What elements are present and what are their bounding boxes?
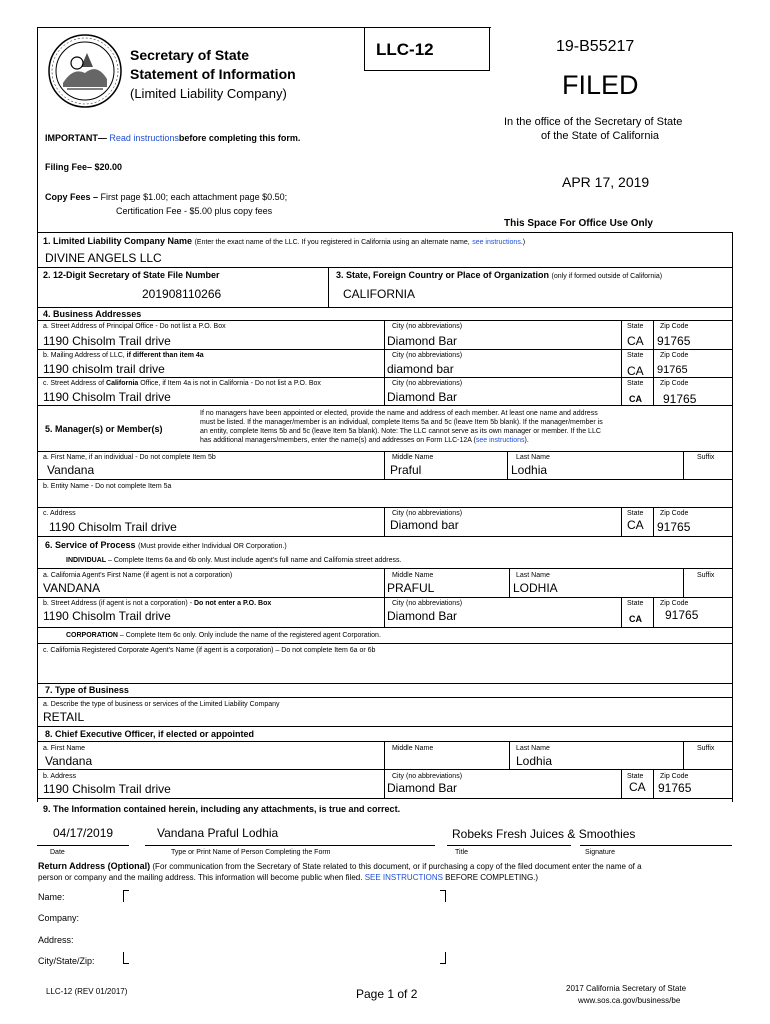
item8a-last-label: Last Name [516, 745, 550, 752]
item8a-label: a. First Name [43, 745, 86, 752]
item6a-suffix-label: Suffix [697, 572, 715, 579]
name-label: Type or Print Name of Person Completing the Form [171, 849, 331, 856]
item4c-city-label: City (no abbreviations) [392, 380, 463, 387]
return-address-label: Address: [38, 935, 74, 945]
item8b-label: b. Address [43, 773, 77, 780]
item5c-state-label: State [627, 510, 644, 517]
item4c-state-label: State [627, 380, 644, 387]
item6a-last-field[interactable]: LODHIA [513, 581, 558, 595]
item3-title: 3. State, Foreign Country or Place of Organization (only if formed outside of California) [336, 270, 663, 280]
item4b-city-label: City (no abbreviations) [392, 352, 463, 359]
item5a-last-label: Last Name [516, 454, 550, 461]
item2-title: 2. 12-Digit Secretary of State File Number [43, 270, 220, 280]
item6b-label: b. Street Address (if agent is not a corporation) - Do not enter a P.O. Box [43, 600, 272, 607]
item5c-zip-field[interactable]: 91765 [657, 520, 691, 534]
item8b-city-label: City (no abbreviations) [392, 773, 463, 780]
item5c-state-field[interactable]: CA [627, 518, 644, 532]
footer-url: www.sos.ca.gov/business/be [578, 996, 681, 1005]
item5a-middle-field[interactable]: Praful [390, 463, 422, 477]
return-see-instructions-link[interactable]: SEE INSTRUCTIONS [364, 873, 443, 882]
item5-instructions: If no managers have been appointed or elected, provide the name and address of each member. At least one name and address must be listed. If the manager/member is an individual, complete Items 5a and 5c (leave Item 5b blank). If the manager/member is an entity, complete Items 5b and 5c (leave Item 5a blank). Note: The LLC cannot serve as its own manager or member. If the LLC has additional managers/members, enter the name(s) and addresses on Form LLC-12A (see instructions). [200, 410, 603, 444]
item5b-label: b. Entity Name - Do not complete Item 5a [43, 483, 172, 490]
item4b-zip-field[interactable]: 91765 [657, 364, 688, 376]
read-instructions-link[interactable]: Read instructions [109, 133, 179, 143]
item6-individual-note: INDIVIDUAL – Complete Items 6a and 6b only. Must include agent's full name and California street address. [66, 557, 402, 564]
llc-name-field[interactable]: DIVINE ANGELS LLC [45, 251, 162, 265]
important-line: IMPORTANT— Read instructionsbefore completing this form. [45, 133, 301, 143]
signature-label: Signature [585, 849, 615, 856]
item5c-zip-label: Zip Code [660, 510, 689, 517]
item4a-zip-label: Zip Code [660, 323, 689, 330]
item5a-suffix-label: Suffix [697, 454, 715, 461]
item8b-state-field[interactable]: CA [629, 780, 646, 794]
item8a-suffix-label: Suffix [697, 745, 715, 752]
item8a-first-field[interactable]: Vandana [45, 754, 93, 768]
item6c-label: c. California Registered Corporate Agent's Name (if agent is a corporation) – Do not complete Item 6a or 6b [43, 647, 376, 654]
item5-title: 5. Manager(s) or Member(s) [45, 424, 163, 434]
item4c-zip-label: Zip Code [660, 380, 689, 387]
item4a-city-label: City (no abbreviations) [392, 323, 463, 330]
item8-title: 8. Chief Executive Officer, if elected or appointed [45, 729, 255, 739]
item4b-street-field[interactable]: 1190 chisolm trail drive [43, 362, 165, 376]
item8a-middle-label: Middle Name [392, 745, 434, 752]
item4b-state-label: State [627, 352, 644, 359]
item4b-state-field[interactable]: CA [627, 364, 644, 378]
office-use-label: This Space For Office Use Only [504, 218, 653, 229]
copy-fees-line2: Certification Fee - $5.00 plus copy fees [116, 206, 273, 216]
item1-title: 1. Limited Liability Company Name (Enter the exact name of the LLC. If you registered in California using an alternate name, see instructions.) [43, 236, 526, 246]
office-line2: of the State of California [541, 130, 660, 142]
item4a-zip-field[interactable]: 91765 [657, 334, 691, 348]
item5a-first-field[interactable]: Vandana [47, 463, 95, 477]
item9-title: 9. The Information contained herein, including any attachments, is true and correct. [43, 804, 401, 814]
return-name-label: Name: [38, 892, 65, 902]
return-city-label: City/State/Zip: [38, 956, 95, 966]
item5a-middle-label: Middle Name [392, 454, 434, 461]
footer-copyright: 2017 California Secretary of State [566, 984, 687, 993]
item4b-label: b. Mailing Address of LLC, if different than item 4a [43, 352, 204, 359]
item4a-city-field[interactable]: Diamond Bar [387, 334, 458, 348]
item4a-state-field[interactable]: CA [627, 334, 644, 348]
item6c-agent-field[interactable] [43, 656, 723, 680]
item4a-label: a. Street Address of Principal Office - Do not list a P.O. Box [43, 323, 226, 330]
item6b-zip-label: Zip Code [660, 600, 689, 607]
signer-name-field[interactable]: Vandana Praful Lodhia [157, 826, 279, 840]
item6a-label: a. California Agent's First Name (if agent is not a corporation) [43, 572, 233, 579]
item8b-zip-field[interactable]: 91765 [658, 781, 692, 795]
item8b-zip-label: Zip Code [660, 773, 689, 780]
item7-title: 7. Type of Business [45, 685, 129, 695]
item7a-label: a. Describe the type of business or services of the Limited Liability Company [43, 701, 280, 708]
item4b-zip-label: Zip Code [660, 352, 689, 359]
item6-title: 6. Service of Process (Must provide either Individual OR Corporation.) [45, 540, 287, 550]
item8b-state-label: State [627, 773, 644, 780]
return-company-label: Company: [38, 913, 80, 923]
item6b-city-label: City (no abbreviations) [392, 600, 463, 607]
item6b-street-field[interactable]: 1190 Chisolm Trail drive [43, 609, 171, 623]
item5c-street-field[interactable]: 1190 Chisolm Trail drive [49, 520, 177, 534]
item4c-state-field[interactable]: CA [629, 394, 642, 404]
signature-date-field[interactable]: 04/17/2019 [53, 826, 114, 840]
item6b-state-field[interactable]: CA [629, 614, 642, 624]
item8b-street-field[interactable]: 1190 Chisolm Trail drive [43, 782, 171, 796]
item5c-label: c. Address [43, 510, 76, 517]
office-line1: In the office of the Secretary of State [504, 116, 683, 128]
item4c-street-field[interactable]: 1190 Chisolm Trail drive [43, 390, 171, 404]
form-id: LLC-12 [376, 40, 434, 59]
item8b-city-field[interactable]: Diamond Bar [387, 781, 458, 795]
item5c-city-field[interactable]: Diamond bar [390, 518, 459, 532]
item4b-city-field[interactable]: diamond bar [387, 362, 454, 376]
item6-corporation-note: CORPORATION – Complete Item 6c only. Only include the name of the registered agent Corporation. [66, 632, 381, 639]
header-subtitle: Statement of Information [130, 66, 296, 82]
item5a-label: a. First Name, if an individual - Do not complete Item 5b [43, 454, 216, 461]
item4c-label: c. Street Address of California Office, if Item 4a is not in California - Do not list a P.O. Box [43, 380, 321, 387]
place-of-organization-field[interactable]: CALIFORNIA [343, 287, 416, 301]
business-type-field[interactable]: RETAIL [43, 710, 85, 724]
page-number: Page 1 of 2 [356, 987, 418, 1001]
item6a-first-field[interactable]: VANDANA [43, 581, 101, 595]
item4a-state-label: State [627, 323, 644, 330]
copy-fees: Copy Fees – First page $1.00; each attachment page $0.50; [45, 192, 288, 202]
see-instructions-link[interactable]: see instructions [472, 239, 521, 246]
filed-date: APR 17, 2019 [562, 174, 650, 190]
state-seal-icon [47, 33, 123, 109]
filed-stamp: FILED [562, 70, 639, 100]
form-revision: LLC-12 (REV 01/2017) [46, 987, 128, 996]
item8a-last-field[interactable]: Lodhia [516, 754, 553, 768]
item4c-city-field[interactable]: Diamond Bar [387, 390, 458, 404]
file-number-field[interactable]: 201908110266 [142, 287, 222, 301]
filing-fee: Filing Fee– $20.00 [45, 162, 123, 172]
signature-field[interactable] [580, 820, 732, 844]
doc-number: 19-B55217 [556, 38, 635, 55]
item6a-middle-field[interactable]: PRAFUL [387, 581, 435, 595]
signer-title-field[interactable]: Robeks Fresh Juices & Smoothies [452, 827, 636, 841]
item6b-state-label: State [627, 600, 644, 607]
return-address-field[interactable] [128, 894, 440, 960]
item5c-city-label: City (no abbreviations) [392, 510, 463, 517]
item6b-zip-field[interactable]: 91765 [665, 608, 699, 622]
item4a-street-field[interactable]: 1190 Chisolm Trail drive [43, 334, 171, 348]
header-title: Secretary of State [130, 47, 250, 63]
item4-title: 4. Business Addresses [43, 309, 142, 319]
title-label: Title [455, 849, 468, 856]
date-label: Date [50, 849, 65, 856]
item4c-zip-field[interactable]: 91765 [663, 392, 697, 406]
return-address-note: Return Address (Optional) (For communication from the Secretary of State related to this document, or if purchasing a copy of the filed document enter the name of a person or company and the mailing address. This information will become public when filed. SEE INSTRUCTIONS BEFORE COMPLETING.) [38, 861, 642, 882]
header-type: (Limited Liability Company) [130, 86, 287, 101]
item6a-last-label: Last Name [516, 572, 550, 579]
item6a-middle-label: Middle Name [392, 572, 434, 579]
item5a-last-field[interactable]: Lodhia [511, 463, 548, 477]
item5-see-instructions-link[interactable]: see instructions [475, 437, 525, 444]
item6b-city-field[interactable]: Diamond Bar [387, 609, 458, 623]
